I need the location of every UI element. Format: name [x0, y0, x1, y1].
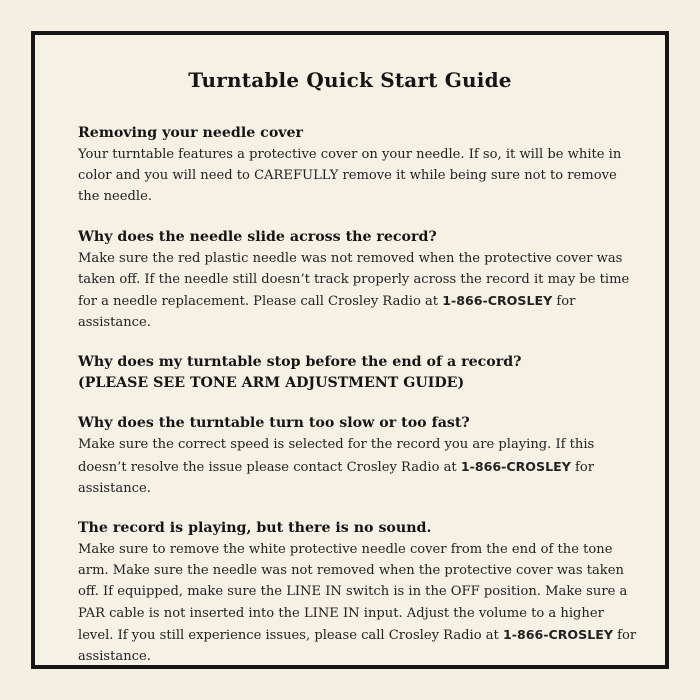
section-turntable-stop [78, 352, 638, 394]
body-text: Make sure to remove the white protective needle cover from the end of the tone arm. Make sure the needle was not removed when the protective cover was taken off. If equipped, make sure the LINE IN switch is in the OFF position. Make sure a PAR cable is not inserted into the LINE IN input. Adjust the volume to a higher level. If you still experience issues, please call Crosley Radio at [78, 542, 628, 643]
phone-number: 1-866-CROSLEY [502, 626, 613, 642]
section-heading: Why does the needle slide across the record? [78, 228, 437, 245]
section-heading-note: (PLEASE SEE TONE ARM ADJUSTMENT GUIDE) [78, 375, 465, 392]
guide-frame [31, 31, 669, 669]
section-body [78, 248, 638, 334]
section-no-sound [78, 518, 638, 667]
section-body [78, 539, 638, 667]
section-heading: Why does the turntable turn too slow or too fast? [78, 415, 470, 432]
body-text: for assistance. [78, 627, 637, 665]
section-body [78, 434, 638, 499]
section-turn-speed [78, 413, 638, 499]
page-title: Turntable Quick Start Guide [188, 68, 512, 92]
section-heading: The record is playing, but there is no sound. [78, 520, 432, 537]
phone-number: 1-866-CROSLEY [460, 458, 571, 474]
phone-number: 1-866-CROSLEY [442, 293, 553, 309]
section-needle-slide [78, 227, 638, 334]
guide-content [78, 123, 638, 686]
section-heading: Removing your needle cover [78, 125, 304, 141]
body-text: Make sure the red plastic needle was not removed when the protective cover was taken off. If the needle still doesn’t track properly across the record it may be time for a needle replacement. Please call Crosley Radio at [78, 250, 630, 310]
body-text: for assistance. [78, 459, 594, 496]
body-text: Make sure the correct speed is selected for the record you are playing. If this doesn’t resolve the issue please contact Crosley Radio at [78, 437, 595, 475]
section-heading: Why does my turntable stop before the end of a record? [78, 354, 522, 371]
section-removing-needle-cover [78, 123, 638, 208]
section-body: Your turntable features a protective cover on your needle. If so, it will be white in color and you will need to CAREFULLY remove it while being sure not to remove the needle. [78, 147, 622, 205]
body-text: for assistance. [78, 294, 576, 331]
